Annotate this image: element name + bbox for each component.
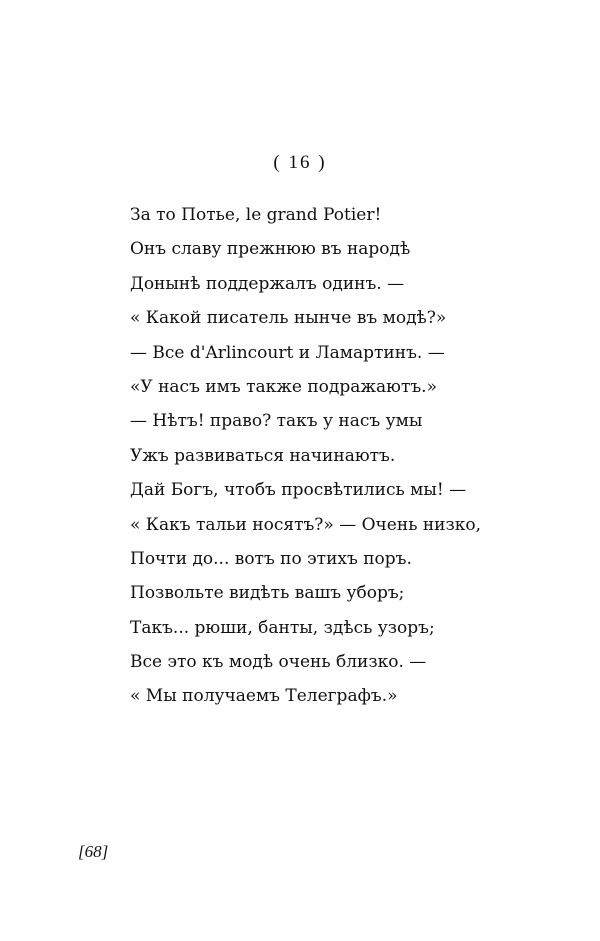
poem-line: Все это къ модѣ очень близко. — [130, 652, 427, 673]
poem-stanza [130, 198, 550, 714]
poem-line: Дай Богъ, чтобъ просвѣтились мы! — [130, 480, 467, 501]
poem-line: Донынѣ поддержалъ одинъ. — [130, 273, 405, 294]
poem-line: « Какъ тальи носятъ?» — Очень низко, [130, 514, 482, 535]
poem-line: « Мы получаемъ Телеграфъ.» [130, 686, 398, 707]
poem-line: « Какой писатель нынче въ модѣ?» [130, 308, 447, 329]
poem-line: — Все d'Arlincourt и Ламартинъ. — [130, 342, 445, 363]
poem-line: Почти до... вотъ по этихъ поръ. [130, 548, 412, 569]
poem-line: — Нѣтъ! право? такъ у насъ умы [130, 411, 423, 432]
poem-line: «У насъ имъ также подражаютъ.» [130, 376, 437, 397]
page-number: ( 16 ) [273, 152, 327, 173]
poem-line: Онъ славу прежнюю въ народѣ [130, 239, 411, 260]
poem-line: Ужъ развиваться начинаютъ. [130, 445, 396, 466]
poem-line: Позвольте видѣть вашъ уборъ; [130, 583, 405, 604]
poem-line: Такъ... рюши, банты, здѣсь узоръ; [130, 617, 435, 638]
footer-page-reference: [68] [78, 842, 109, 861]
poem-line: За то Потье, le grand Potier! [130, 205, 382, 225]
